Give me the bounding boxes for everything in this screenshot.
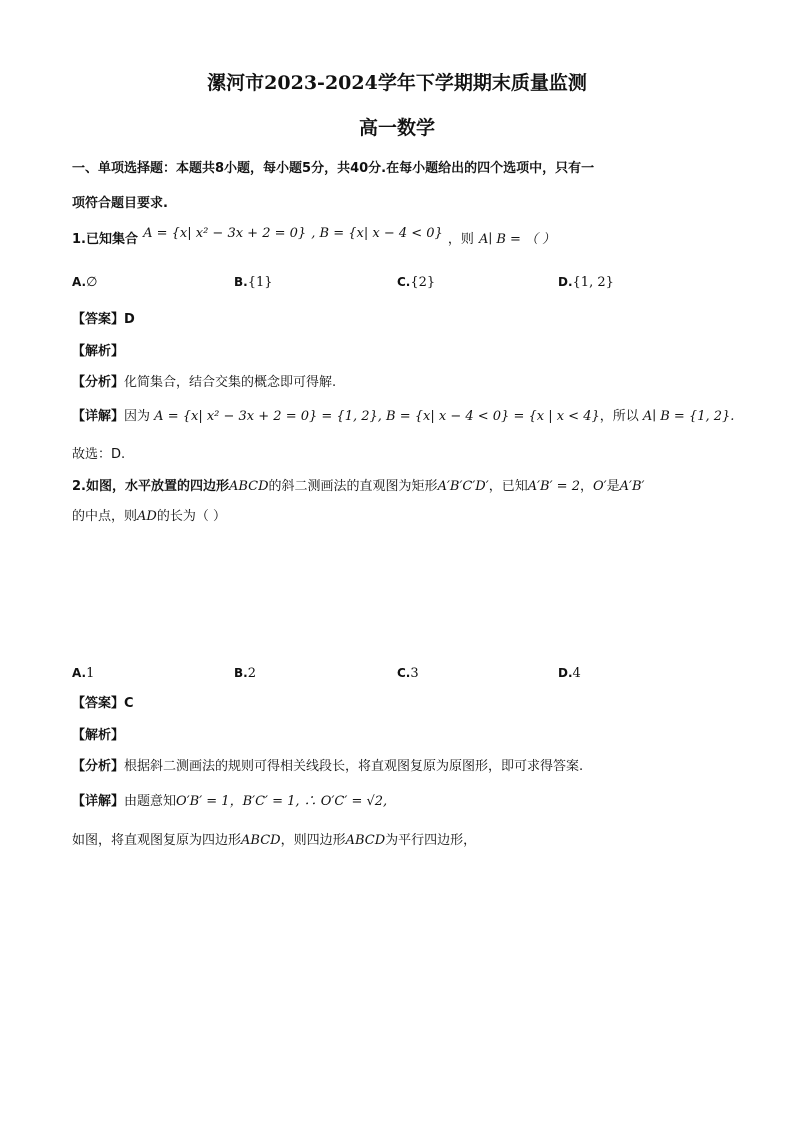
document-title: 漯河市2023-2024学年下学期期末质量监测 [207,72,587,94]
q1-option-c: C.{2} [397,275,436,290]
q1-detail: 【详解】因为 A = {x| x² − 3x + 2 = 0} = {1, 2}, B = {x| x − 4 < 0} = {x | x < 4}，所以 A∣ B = {1, 2}. [72,409,735,424]
q1-analysis: 【分析】化简集合，结合交集的概念即可得解. [72,375,337,390]
section-heading: 一、单项选择题：本题共8小题，每小题5分，共40分.在每小题给出的四个选项中，只有一 [72,161,595,176]
q2-option-d: D.4 [558,666,581,681]
q1-option-a: A.∅ [72,275,98,290]
q1-detail-math: A = {x| x² − 3x + 2 = 0} = {1, 2}, B = {x| x − 4 < 0} = {x | x < 4} [154,409,600,424]
q2-option-c: C.3 [397,666,419,681]
q2-detail: 【详解】由题意知O′B′ = 1，B′C′ = 1, ∴ O′C′ = √2, [72,794,388,809]
q2-analysis: 【分析】根据斜二测画法的规则可得相关线段长，将直观图复原为原图形，即可求得答案. [72,759,584,774]
q1-option-d: D.{1, 2} [558,275,614,290]
question-1 [72,228,555,247]
q1-answer: 【答案】D [72,312,135,327]
q1-set-b: , B = {x| x − 4 < 0} [311,226,443,241]
q1-set-a: A = {x| x² − 3x + 2 = 0} [143,226,307,241]
q2-option-a: A.1 [72,666,95,681]
q2-option-b: B.2 [234,666,256,681]
q1-option-b: B.{1} [234,275,273,290]
q2-answer: 【答案】C [72,696,134,711]
question-2: 2.如图，水平放置的四边形ABCD的斜二测画法的直观图为矩形A′B′C′D′，已知A′B′ = 2，O′是A′B′ [72,479,645,494]
q1-conclusion: 故选：D. [72,447,126,462]
q2-restore: 如图，将直观图复原为四边形ABCD，则四边形ABCD为平行四边形， [72,833,477,848]
q1-ask: A∣ B = （ ） [479,232,556,247]
section-heading-cont: 项符合题目要求. [72,196,168,211]
q1-prefix: 1.已知集合 [72,232,138,247]
document-subtitle: 高一数学 [358,117,435,139]
q1-jiexi: 【解析】 [72,344,125,359]
q2-jiexi: 【解析】 [72,728,125,743]
q1-detail-math2: A∣ B = {1, 2}. [642,409,735,424]
question-2-cont: 的中点，则AD的长为（ ） [72,509,226,524]
q1-suffix: ，则 [447,232,474,247]
q2-detail-math: O′B′ = 1，B′C′ = 1, ∴ O′C′ = √2, [176,794,388,809]
